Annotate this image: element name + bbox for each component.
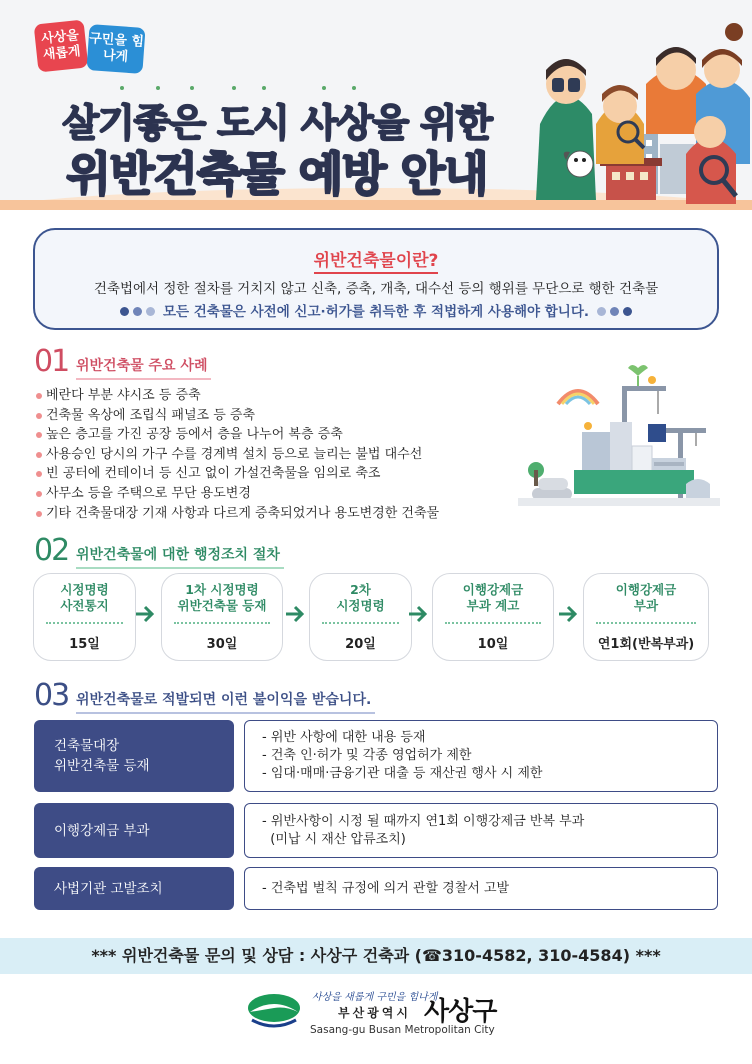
penalty-details xyxy=(244,867,718,910)
logo-slogan: 사상을 새롭게 구민을 힘나게 xyxy=(312,992,438,1003)
penalty-row-prosecution xyxy=(34,867,718,910)
list-item: 사무소 등을 주택으로 무단 용도변경 xyxy=(36,484,516,504)
step-divider xyxy=(445,622,541,624)
step-duration: 연1회(반복부과) xyxy=(597,637,695,652)
section2-title: 위반건축물에 대한 행정조치 절차 xyxy=(76,544,284,569)
penalty-label-line1: 사법기관 고발조치 xyxy=(54,880,163,897)
penalty-detail-line: - 건축법 벌칙 규정에 의거 관할 경찰서 고발 xyxy=(262,880,510,896)
penalty-label xyxy=(34,803,234,858)
list-item: 기타 건축물대장 기재 사항과 다르게 증축되었거나 용도변경한 건축물 xyxy=(36,504,516,524)
arrow-right-icon xyxy=(407,604,429,624)
step-title-line1: 1차 시정명령 xyxy=(185,582,259,597)
penalty-row-register xyxy=(34,720,718,792)
penalty-label-line2: 위반건축물 등재 xyxy=(54,758,150,774)
section3-number: 03 xyxy=(34,678,69,713)
logo-city-name: 부산광역시 xyxy=(338,1006,411,1020)
step-title-line1: 이행강제금 xyxy=(615,582,677,597)
step-title xyxy=(310,582,411,614)
step-title-line2: 시정명령 xyxy=(336,598,385,613)
penalty-detail-line: - 위반사항이 시정 될 때까지 연1회 이행강제금 반복 부과 xyxy=(262,813,585,829)
logo-english-name: Sasang-gu Busan Metropolitan City xyxy=(310,1024,495,1036)
list-item: 베란다 부분 샤시조 등 증축 xyxy=(36,386,516,406)
sasang-gu-logo xyxy=(246,986,516,1046)
step-divider xyxy=(174,622,270,624)
logo-district-name: 사상구 xyxy=(424,997,497,1027)
dots-right-icon xyxy=(595,304,634,320)
arrow-right-icon xyxy=(134,604,156,624)
step-title-line1: 이행강제금 xyxy=(462,582,524,597)
notice-line xyxy=(35,300,717,320)
procedure-step-3 xyxy=(309,573,412,661)
step-divider xyxy=(322,622,399,624)
penalty-label xyxy=(34,720,234,792)
page-title-line2 xyxy=(40,138,514,204)
step-title-line2: 부과 계고 xyxy=(466,598,520,613)
penalty-detail-line: - 임대·매매·금융기관 대출 등 재산권 행사 시 제한 xyxy=(262,766,543,781)
slogan-badge-red xyxy=(34,20,89,73)
procedure-step-2 xyxy=(161,573,283,661)
section2-number: 02 xyxy=(34,533,69,568)
section3-title: 위반건축물로 적발되면 이런 불이익을 받습니다. xyxy=(76,689,375,714)
step-title-line2: 위반건축물 등재 xyxy=(177,598,267,613)
list-item: 빈 공터에 컨테이너 등 신고 없이 가설건축물을 임의로 축조 xyxy=(36,464,516,484)
page-title-line1: 살기좋은 도시 사상을 위한 xyxy=(62,101,492,145)
procedure-step-5 xyxy=(583,573,709,661)
penalty-details xyxy=(244,720,718,792)
contact-banner: *** 위반건축물 문의 및 상담 : 사상구 건축과 (☎310-4582, 310-4584) *** xyxy=(0,938,752,974)
list-item: 건축물 옥상에 조립식 패널조 등 증축 xyxy=(36,406,516,426)
step-title xyxy=(433,582,553,614)
penalty-row-enforcement-fine xyxy=(34,803,718,858)
slogan-text-2: 구민을 힘나게 xyxy=(88,31,145,65)
definition-text: 건축법에서 정한 절차를 거치지 않고 신축, 증축, 개축, 대수선 등의 행위를 무단으로 행한 건축물 xyxy=(93,281,659,297)
slogan-badge-blue xyxy=(86,24,145,74)
violation-case-list xyxy=(36,386,516,523)
definition-title-text: 위반건축물이란? xyxy=(314,251,439,274)
list-item: 높은 층고를 가진 공장 등에서 층을 나누어 복층 증축 xyxy=(36,425,516,445)
penalty-label-line1: 이행강제금 부과 xyxy=(54,822,150,839)
penalty-detail-line: - 위반 사항에 대한 내용 등재 xyxy=(262,730,426,745)
step-duration: 30일 xyxy=(206,637,238,652)
step-title xyxy=(34,582,135,614)
step-divider xyxy=(596,622,696,624)
section1-title: 위반건축물 주요 사례 xyxy=(76,355,211,380)
procedure-step-4 xyxy=(432,573,554,661)
procedure-step-1 xyxy=(33,573,136,661)
step-duration: 20일 xyxy=(345,637,376,652)
page-title-suffix: 안내 xyxy=(400,147,488,201)
arrow-right-icon xyxy=(557,604,579,624)
step-title xyxy=(162,582,282,614)
sasang-gu-emblem-icon xyxy=(246,992,302,1030)
slogan-text-1: 사상을 새롭게 xyxy=(40,28,82,63)
dots-left-icon xyxy=(118,304,157,320)
penalty-detail-line: (미납 시 재산 압류조치) xyxy=(262,831,406,847)
penalty-details xyxy=(244,803,718,858)
step-duration: 15일 xyxy=(69,637,100,652)
penalty-label-line1: 건축물대장 xyxy=(54,738,120,754)
step-title xyxy=(584,582,708,614)
construction-city-illustration xyxy=(518,362,720,514)
step-title-line2: 부과 xyxy=(633,598,659,613)
inspectors-illustration xyxy=(536,14,750,204)
definition-box xyxy=(33,228,719,330)
definition-title xyxy=(35,246,717,271)
step-title-line1: 시정명령 xyxy=(60,582,109,597)
step-divider xyxy=(46,622,123,624)
step-duration: 10일 xyxy=(477,637,509,652)
section1-number: 01 xyxy=(34,344,69,379)
page-title-highlight: 위반건축물 예방 xyxy=(66,147,386,201)
step-title-line2: 사전통지 xyxy=(60,598,109,613)
arrow-right-icon xyxy=(284,604,306,624)
step-title-line1: 2차 xyxy=(350,582,371,597)
penalty-detail-line: - 건축 인·허가 및 각종 영업허가 제한 xyxy=(262,748,472,763)
list-item: 사용승인 당시의 가구 수를 경계벽 설치 등으로 늘리는 불법 대수선 xyxy=(36,445,516,465)
header-banner xyxy=(0,0,752,210)
penalty-label xyxy=(34,867,234,910)
notice-text: 모든 건축물은 사전에 신고·허가를 취득한 후 적법하게 사용해야 합니다. xyxy=(162,304,590,320)
